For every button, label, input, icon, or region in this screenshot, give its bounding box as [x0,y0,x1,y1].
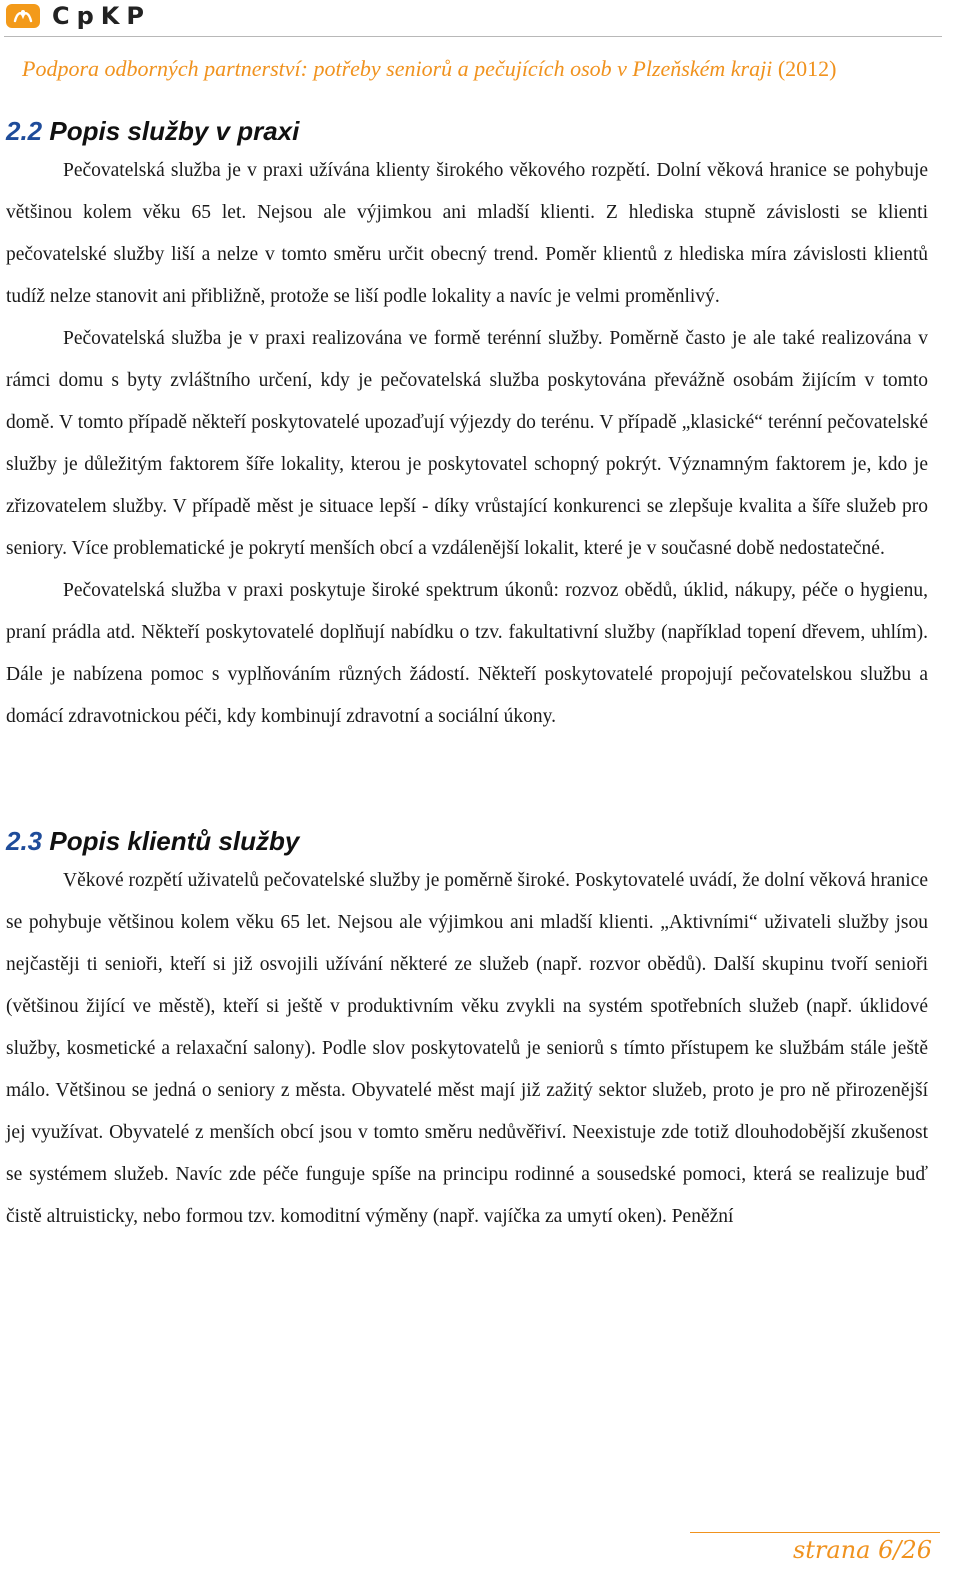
paragraph: Pečovatelská služba v praxi poskytuje široké spektrum úkonů: rozvoz obědů, úklid, nákupy, péče o hygienu, praní prádla atd. Někteří poskytovatelé doplňují nabídku o tzv. fakultativní služby (například topení dřevem, uhlím). Dále je nabízena pomoc s vyplňováním různých žádostí. Někteří poskytovatelé propojují pečovatelskou službu a domácí zdravotnickou péči, kdy kombinují zdravotní a sociální úkony. [6,580,928,727]
cpkp-logo [6,2,151,30]
paragraph: Věkové rozpětí uživatelů pečovatelské služby je poměrně široké. Poskytovatelé uvádí, že dolní věková hranice se pohybuje většinou kolem věku 65 let. Nejsou ale výjimkou ani mladší klienti. „Aktivními“ uživateli služby jsou nejčastěji ti senioři, kteří si již osvojili užívání některé ze služeb (např. rozvor obědů). Další skupinu tvoří senioři (většinou žijící ve městě), kteří si ještě v produktivním věku zvykli na systém spotřebních služeb (např. úklidové služby, kosmetické a relaxační salony). Podle slov poskytovatelů je seniorů s tímto přístupem ke službám stále ještě málo. Většinou se jedná o seniory z města. Obyvatelé měst mají již zažitý sektor služeb, proto je pro ně přirozenější jej využívat. Obyvatelé z menších obcí jsou v tomto směru nedůvěřiví. Neexistuje zde totiž dlouhodobější zkušenost se systémem služeb. Navíc zde péče funguje spíše na principu rodinné a sousedské pomoci, která se realizuje buď čistě altruisticky, nebo formou tzv. komoditní výměny (např. vajíčka za umytí oken). Peněžní [6,870,928,1227]
paragraph: Pečovatelská služba je v praxi realizována ve formě terénní služby. Poměrně často je ale také realizována v rámci domu s byty zvláštního určení, kdy je pečovatelská služba poskytována převážně osobám žijícím v tomto domě. V tomto případě někteří poskytovatelé upozaďují výjezdy do terénu. V případě „klasické“ terénní pečovatelské služby je důležitým faktorem šíře lokality, kterou je poskytovatel schopný pokrýt. Významným faktorem je, kdo je zřizovatelem služby. V případě měst je situace lepší - díky vrůstající konkurenci se zlepšuje kvalita a šíře služeb pro seniory. Více problematické je pokrytí menších obcí a vzdálenější lokalit, které je v současné době nedostatečné. [6,328,928,559]
logo-text: CpKP [52,2,151,30]
paragraph: Pečovatelská služba je v praxi užívána klienty širokého věkového rozpětí. Dolní věková hranice se pohybuje většinou kolem věku 65 let. Nejsou ale výjimkou ani mladší klienti. Z hlediska stupně závislosti se klienti pečovatelské služby liší a nelze v tomto směru určit obecný trend. Poměr klientů z hlediska míra závislosti klientů tudíž nelze stanovit ani přibližně, protože se liší podle lokality a navíc je velmi proměnlivý. [6,160,928,307]
document-year: (2012) [777,56,837,81]
section-spacer [6,738,928,822]
section-heading [6,112,928,150]
page-number: strana 6/26 [792,1536,932,1564]
section-title: Popis služby v praxi [49,116,300,146]
section-number: 2.2 [6,116,43,146]
document-title [22,56,836,82]
header-divider [4,36,942,37]
section-title: Popis klientů služby [49,826,300,856]
document-title-text: Podpora odborných partnerství: potřeby seniorů a pečujících osob v Plzeňském kraji [22,56,773,81]
main-content [6,112,928,1238]
page-header [0,0,960,90]
section-heading [6,822,928,860]
section-number: 2.3 [6,826,43,856]
logo-mark-icon [6,4,40,28]
section-popis-klientu [6,822,928,1238]
footer-divider [690,1532,940,1533]
section-popis-sluzby [6,112,928,738]
